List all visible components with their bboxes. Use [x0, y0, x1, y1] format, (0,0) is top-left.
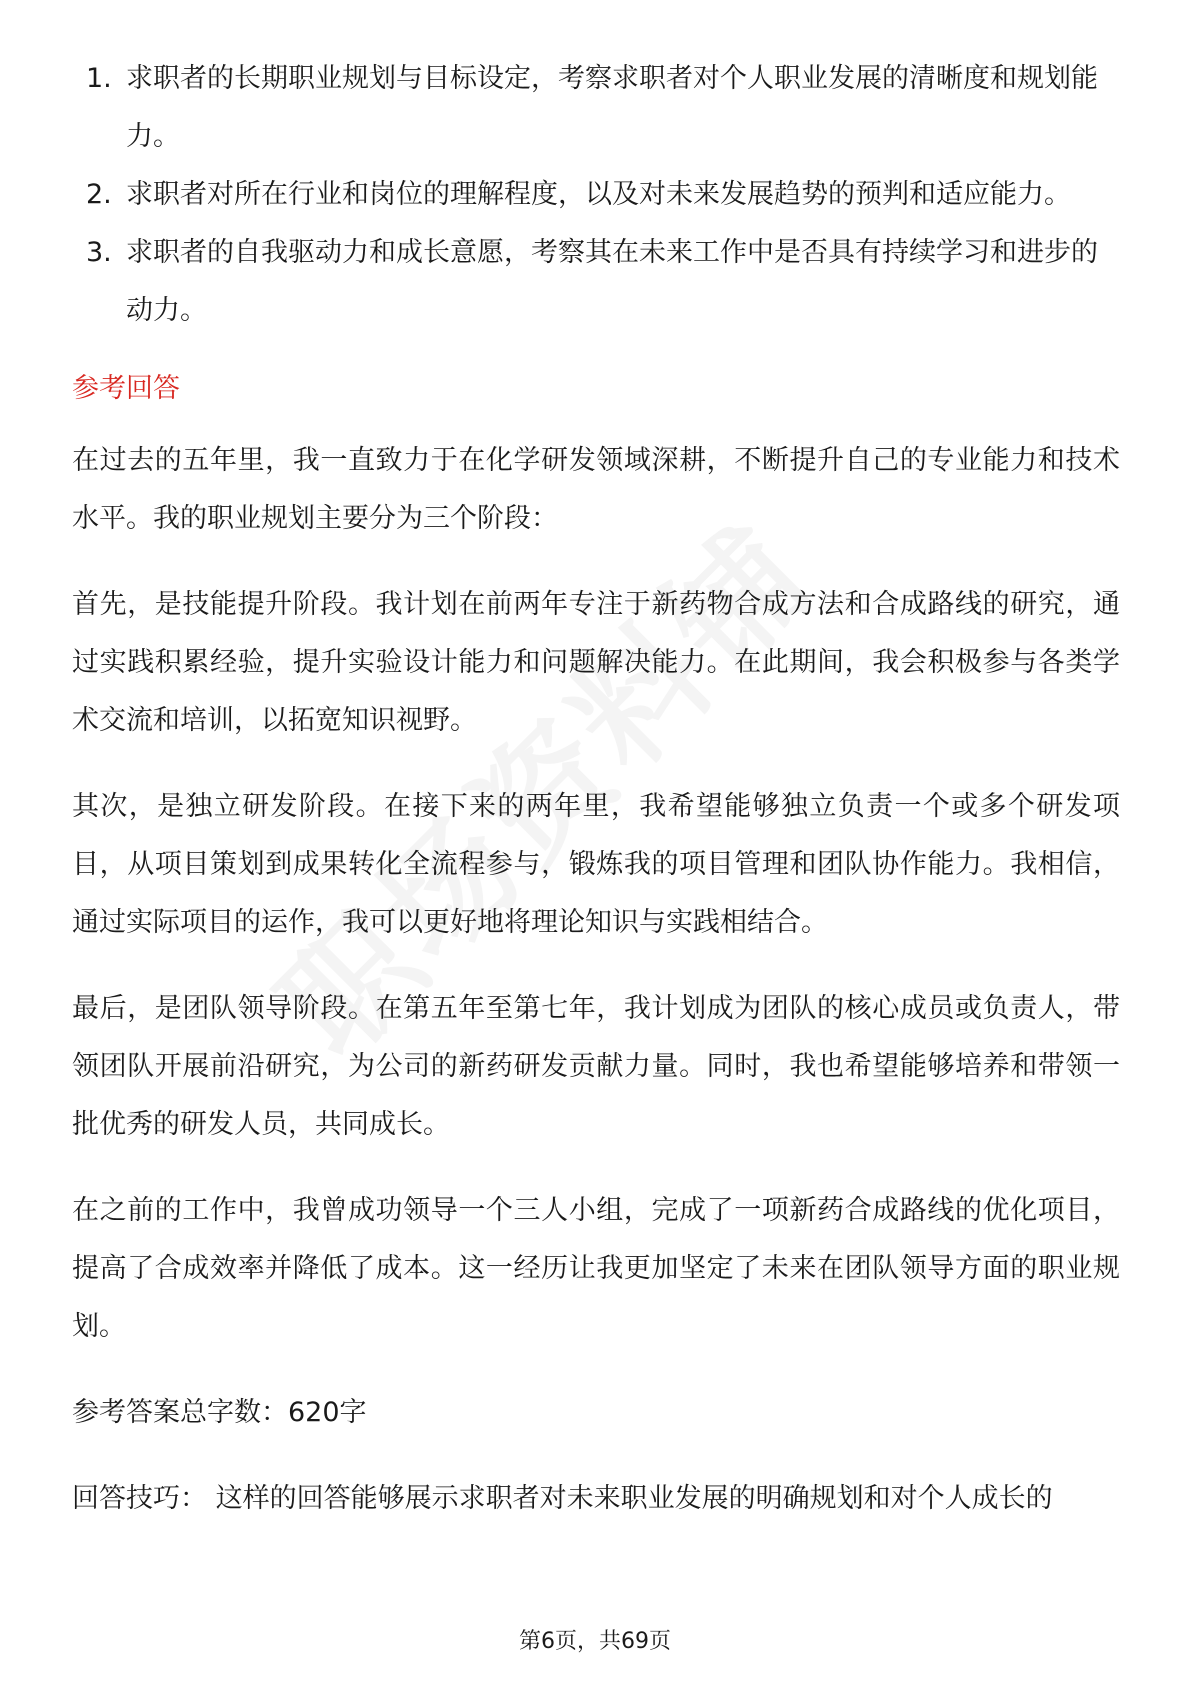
answer-paragraph: 其次，是独立研发阶段。在接下来的两年里，我希望能够独立负责一个或多个研发项目，从项目策划到成果转化全流程参与，锻炼我的项目管理和团队协作能力。我相信，通过实际项目的运作，我可以更好地将理论知识与实践相结合。	[72, 791, 1120, 938]
list-item-number: 2.	[86, 179, 112, 210]
list-item	[72, 166, 1120, 224]
list-item-text: 求职者的长期职业规划与目标设定，考察求职者对个人职业发展的清晰度和规划能力。	[126, 63, 1098, 152]
page-content	[72, 50, 1120, 1528]
list-item-number: 3.	[86, 237, 112, 268]
list-item	[72, 50, 1120, 166]
list-item-number: 1.	[86, 63, 112, 94]
list-item-text: 求职者的自我驱动力和成长意愿，考察其在未来工作中是否具有持续学习和进步的动力。	[126, 237, 1098, 326]
answer-paragraph: 首先，是技能提升阶段。我计划在前两年专注于新药物合成方法和合成路线的研究，通过实践积累经验，提升实验设计能力和问题解决能力。在此期间，我会积极参与各类学术交流和培训，以拓宽知识视野。	[72, 589, 1120, 736]
answer-paragraph: 最后，是团队领导阶段。在第五年至第七年，我计划成为团队的核心成员或负责人，带领团队开展前沿研究，为公司的新药研发贡献力量。同时，我也希望能够培养和带领一批优秀的研发人员，共同成长。	[72, 993, 1120, 1140]
list-item-text: 求职者对所在行业和岗位的理解程度，以及对未来发展趋势的预判和适应能力。	[126, 179, 1071, 210]
answer-paragraph: 在之前的工作中，我曾成功领导一个三人小组，完成了一项新药合成路线的优化项目，提高了合成效率并降低了成本。这一经历让我更加坚定了未来在团队领导方面的职业规划。	[72, 1195, 1120, 1342]
answer-heading: 参考回答	[72, 373, 180, 404]
requirements-list	[72, 50, 1120, 340]
page-number: 第6页，共69页	[519, 1629, 671, 1654]
word-count: 参考答案总字数：620字	[72, 1397, 367, 1428]
list-item	[72, 224, 1120, 340]
answer-tips: 回答技巧： 这样的回答能够展示求职者对未来职业发展的明确规划和对个人成长的	[72, 1483, 1053, 1514]
answer-paragraph: 在过去的五年里，我一直致力于在化学研发领域深耕，不断提升自己的专业能力和技术水平。我的职业规划主要分为三个阶段：	[72, 445, 1120, 534]
